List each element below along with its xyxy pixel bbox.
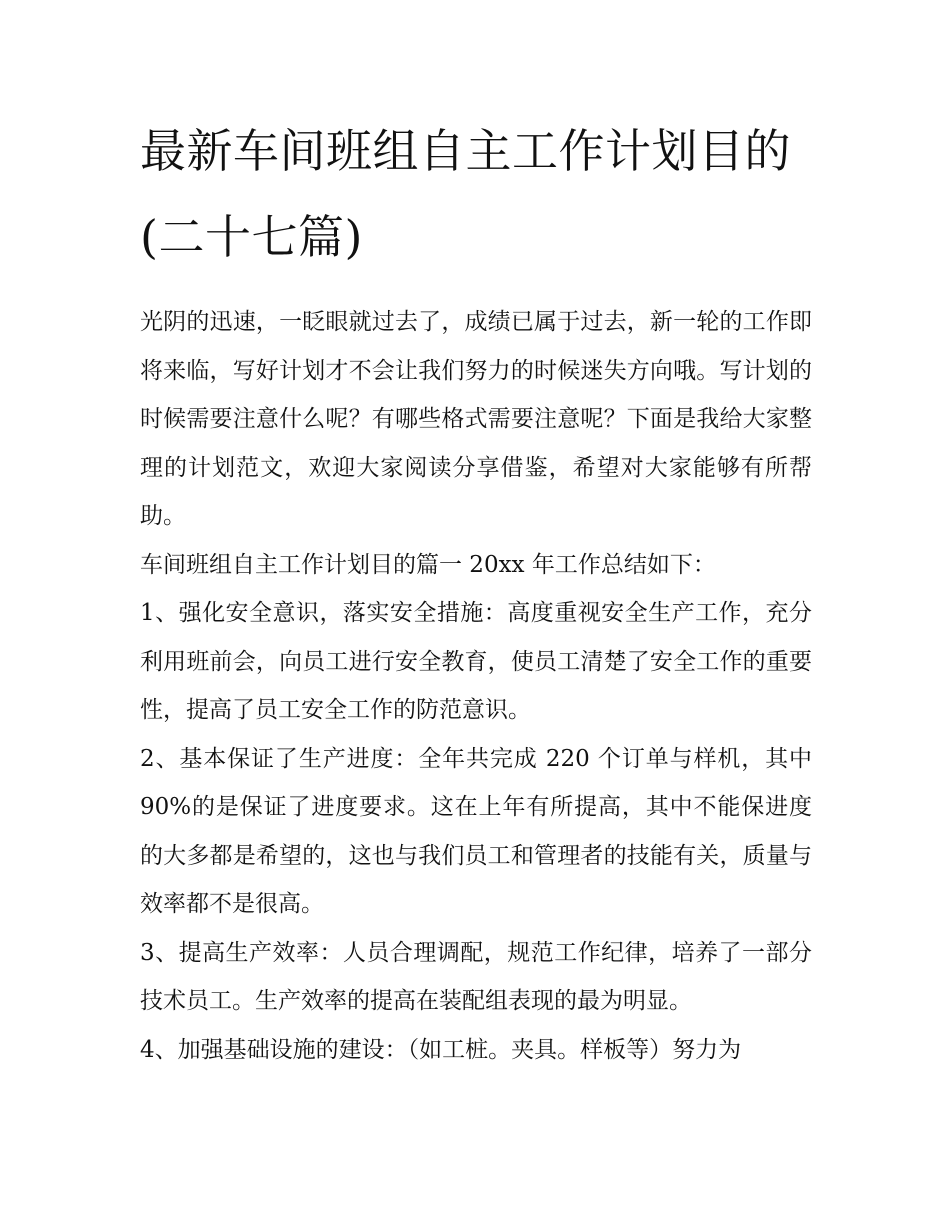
list-item-infrastructure: 4、加强基础设施的建设：（如工桩。夹具。样板等）努力为 (140, 1036, 742, 1063)
list-item-efficiency: 3、提高生产效率：人员合理调配，规范工作纪律，培养了一部分技术员工。生产效率的提高在装配组表现的最为明显。 (140, 939, 812, 1014)
intro-paragraph: 光阴的迅速，一眨眼就过去了，成绩已属于过去，新一轮的工作即将来临，写好计划才不会让我们努力的时候迷失方向哦。写计划的时候需要注意什么呢？有哪些格式需要注意呢？下面是我给大家整理的计划范文，欢迎大家阅读分享借鉴，希望对大家能够有所帮助。 (140, 309, 812, 529)
list-item-progress: 2、基本保证了生产进度：全年共完成 220 个订单与样机，其中 90%的是保证了进度要求。这在上年有所提高，其中不能保进度的大多都是希望的，这也与我们员工和管理者的技能有关，质量与效率都不是很高。 (140, 745, 812, 917)
section-heading-paragraph: 车间班组自主工作计划目的篇一 20xx 年工作总结如下： (140, 551, 716, 578)
document-title: 最新车间班组自主工作计划目的(二十七篇) (140, 124, 791, 264)
list-item-safety: 1、强化安全意识，落实安全措施：高度重视安全生产工作，充分利用班前会，向员工进行安全教育，使员工清楚了安全工作的重要性，提高了员工安全工作的防范意识。 (140, 600, 812, 723)
document-page (140, 108, 812, 1074)
